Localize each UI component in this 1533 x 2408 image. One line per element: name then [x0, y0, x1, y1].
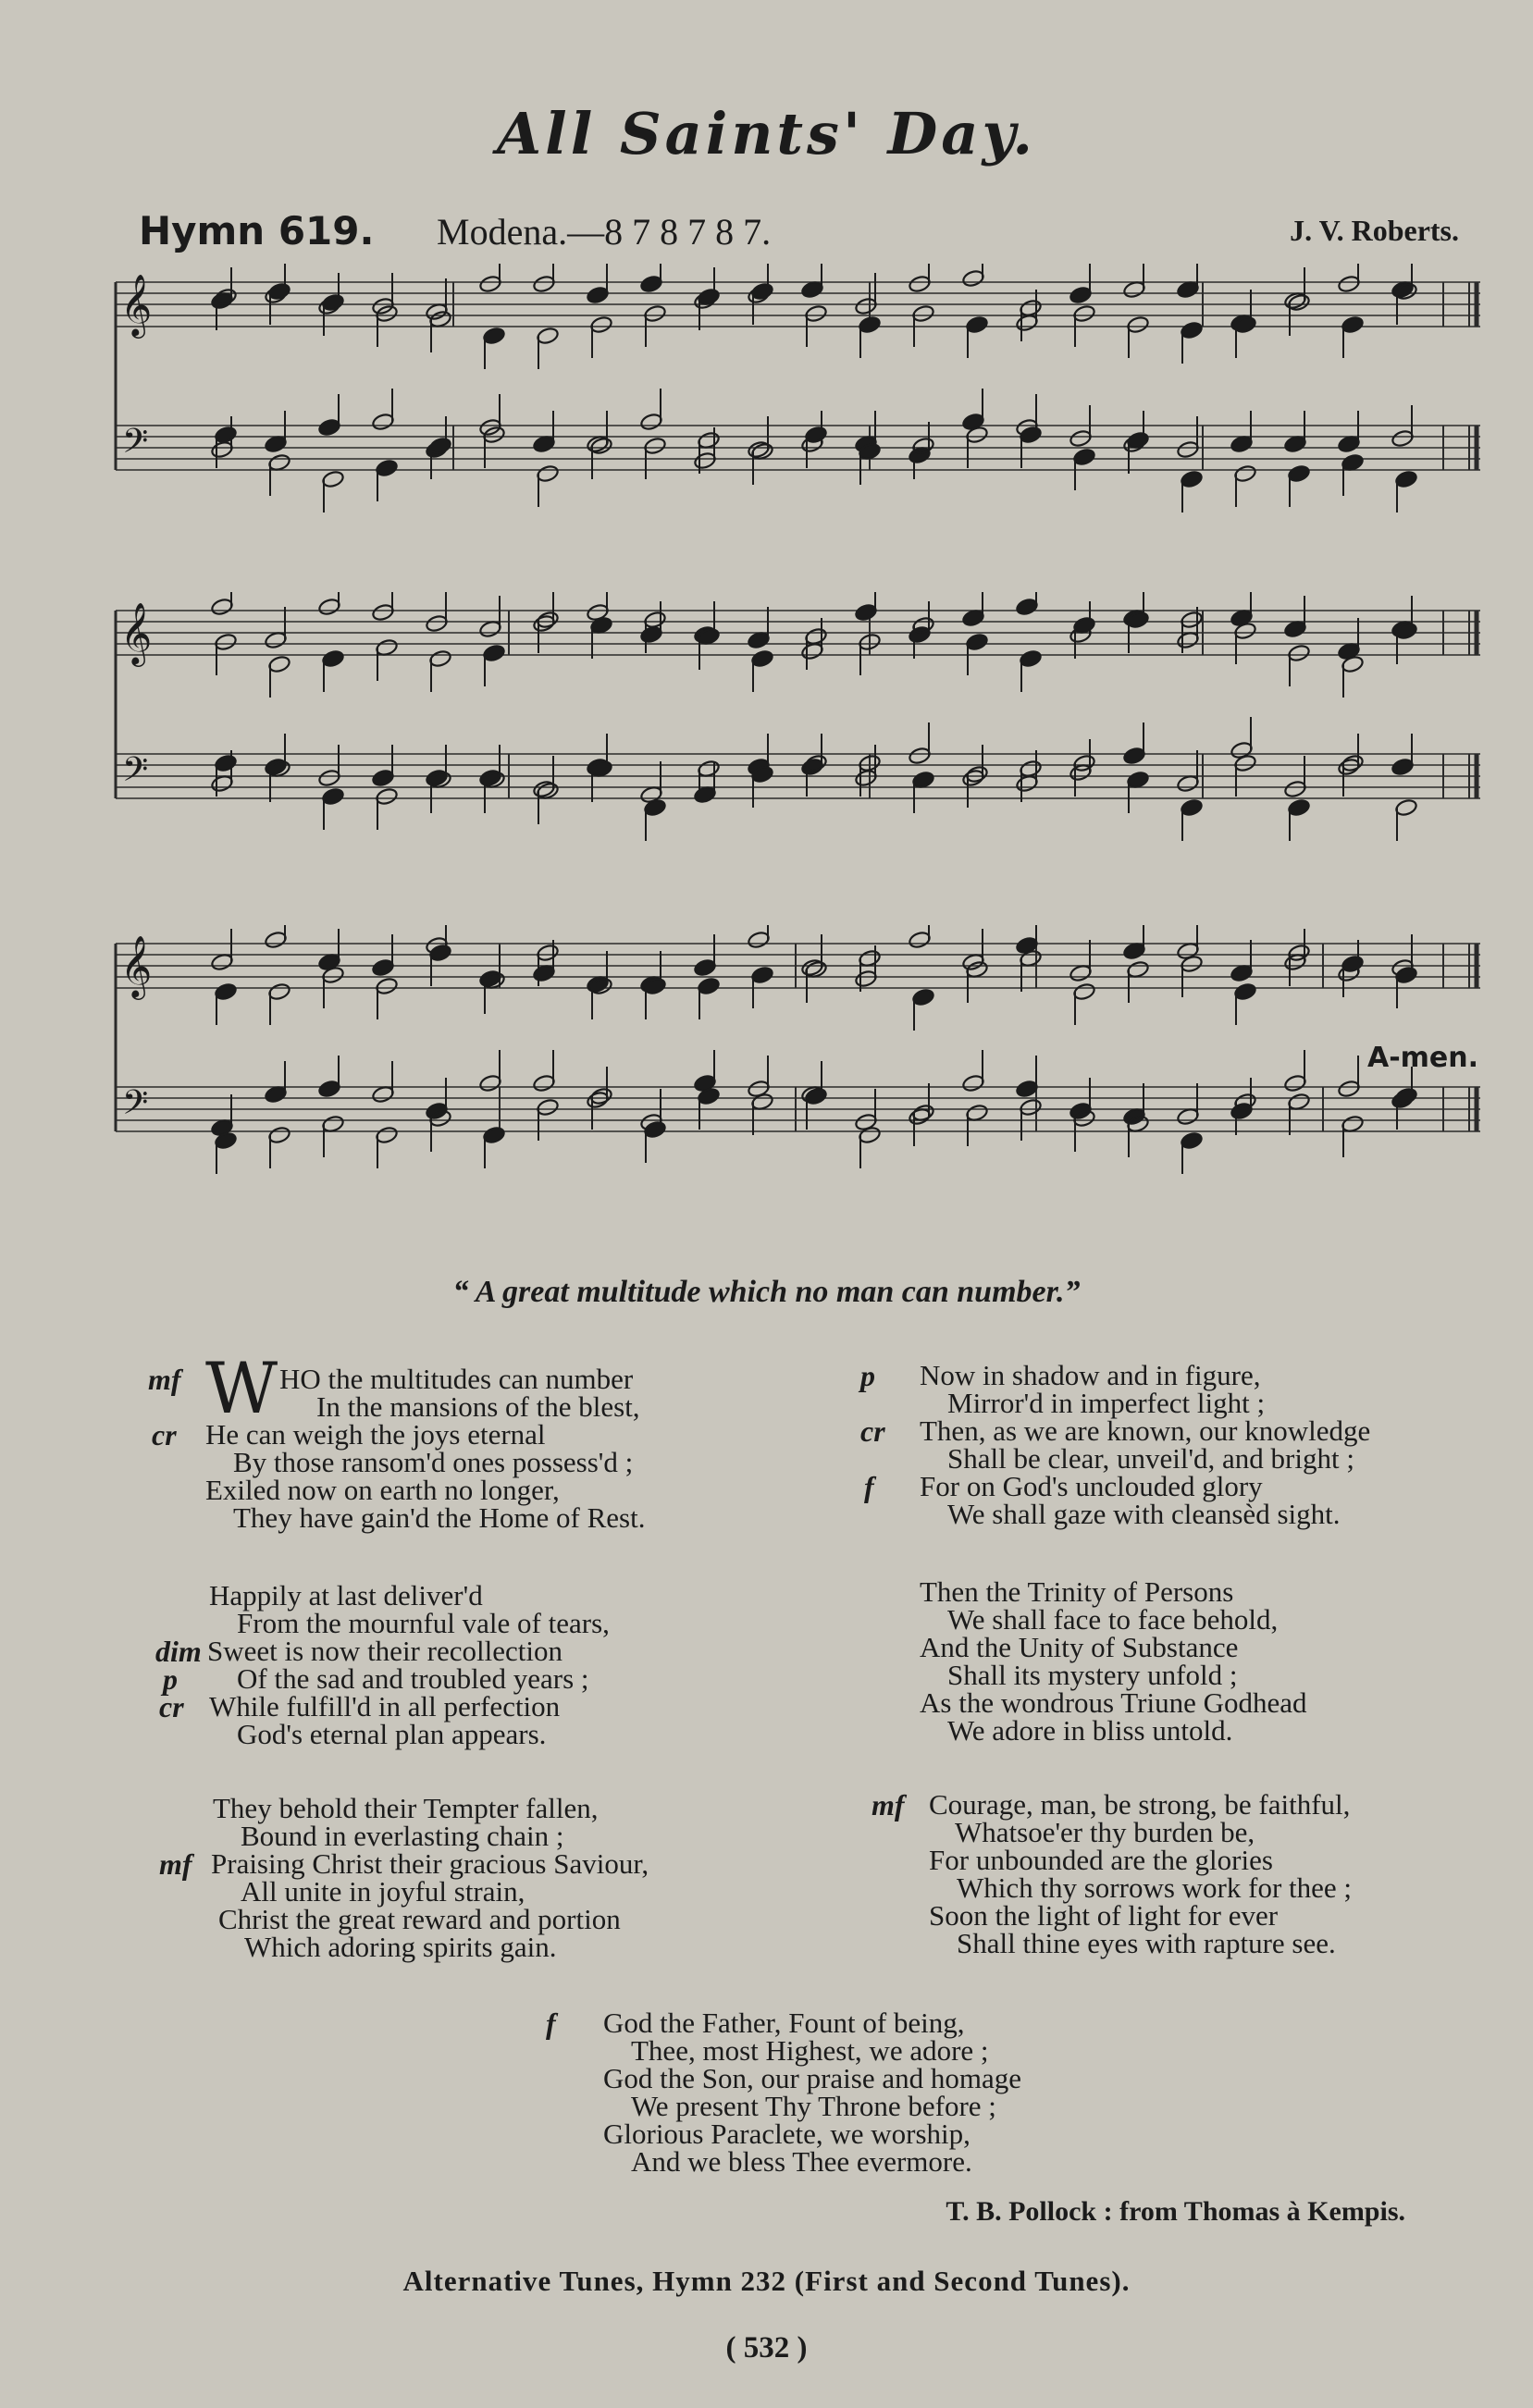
dynamic-mark: mf: [159, 1847, 192, 1881]
verse-line: Of the sad and troubled years ;: [237, 1662, 589, 1695]
verse-line: All unite in joyful strain,: [241, 1875, 525, 1908]
tune-name: Modena.—8 7 8 7 8 7.: [437, 211, 772, 253]
hymn-number: Hymn 619.: [139, 208, 375, 253]
verse-line: And the Unity of Substance: [920, 1631, 1239, 1663]
dynamic-mark: p: [163, 1662, 178, 1696]
dynamic-mark: cr: [860, 1414, 885, 1448]
verse-line: While fulfill'd in all perfection: [209, 1690, 561, 1723]
verse-line: Courage, man, be strong, be faithful,: [929, 1788, 1351, 1821]
music-staff-graphic: [111, 264, 1499, 523]
svg-text:𝄢: 𝄢: [122, 1083, 149, 1130]
dynamic-mark: f: [864, 1470, 874, 1503]
verse-line: Which thy sorrows work for thee ;: [957, 1871, 1353, 1904]
verse-line: We shall gaze with cleansèd sight.: [947, 1498, 1341, 1530]
dynamic-mark: mf: [148, 1363, 181, 1396]
dynamic-mark: cr: [159, 1690, 184, 1723]
verse-line: Happily at last deliver'd: [209, 1579, 483, 1612]
verse-line: Shall its mystery unfold ;: [947, 1659, 1238, 1691]
drop-cap: W: [205, 1347, 278, 1429]
svg-text:𝄞: 𝄞: [120, 934, 153, 997]
verse-line: God's eternal plan appears.: [237, 1718, 547, 1750]
verse-line: Shall be clear, unveil'd, and bright ;: [947, 1442, 1354, 1475]
verse-line: Christ the great reward and portion: [218, 1903, 621, 1935]
amen-label: A-men.: [1367, 1042, 1479, 1074]
verse-line: Praising Christ their gracious Saviour,: [211, 1847, 649, 1880]
page-number: ( 532 ): [725, 2331, 808, 2365]
verse-line: HO the multitudes can number: [279, 1363, 634, 1395]
composer-name: J. V. Roberts.: [1290, 214, 1459, 247]
music-system-2: [111, 592, 1499, 851]
verse-line: Now in shadow and in figure,: [920, 1359, 1261, 1391]
verse-line: They behold their Tempter fallen,: [213, 1792, 599, 1824]
dynamic-mark: mf: [872, 1788, 905, 1821]
dynamic-mark: dim: [155, 1635, 202, 1668]
svg-text:𝄢: 𝄢: [122, 750, 149, 797]
verse-line: In the mansions of the blest,: [316, 1390, 640, 1423]
music-staff-graphic: [111, 925, 1499, 1193]
verse-line: From the mournful vale of tears,: [237, 1607, 610, 1639]
verse-line: Which adoring spirits gain.: [244, 1931, 557, 1963]
verse-line: We shall face to face behold,: [947, 1603, 1279, 1636]
verse-line: We present Thy Throne before ;: [631, 2090, 996, 2122]
svg-text:𝄞: 𝄞: [120, 273, 153, 336]
author-credit: T. B. Pollock : from Thomas à Kempis.: [946, 2196, 1405, 2227]
verse-line: Sweet is now their recollection: [207, 1635, 563, 1667]
verse-line: And we bless Thee evermore.: [631, 2145, 972, 2178]
dynamic-mark: f: [546, 2007, 556, 2040]
verse-line: Then, as we are known, our knowledge: [920, 1414, 1371, 1447]
verse-line: Shall thine eyes with rapture see.: [957, 1927, 1336, 1959]
verse-line: We adore in bliss untold.: [947, 1714, 1233, 1747]
svg-text:𝄞: 𝄞: [120, 601, 153, 664]
music-system-3: [111, 925, 1499, 1193]
music-staff-graphic: [111, 592, 1499, 851]
verse-line: God the Father, Fount of being,: [603, 2007, 965, 2039]
verse-line: Exiled now on earth no longer,: [205, 1474, 560, 1506]
svg-text:𝄢: 𝄢: [122, 422, 149, 469]
verse-line: They have gain'd the Home of Rest.: [233, 1501, 646, 1534]
verse-line: Mirror'd in imperfect light ;: [947, 1387, 1266, 1419]
verse-line: Soon the light of light for ever: [929, 1899, 1279, 1932]
verse-line: Glorious Paraclete, we worship,: [603, 2118, 970, 2150]
dynamic-mark: p: [860, 1359, 875, 1392]
epigraph: “ A great multitude which no man can number.”: [452, 1275, 1081, 1309]
hymn-header: [139, 208, 1459, 264]
dynamic-mark: cr: [152, 1418, 177, 1451]
page-title: All Saints' Day.: [497, 100, 1036, 167]
music-system-1: [111, 264, 1499, 523]
verse-line: Whatsoe'er thy burden be,: [955, 1816, 1255, 1848]
verse-line: By those ransom'd ones possess'd ;: [233, 1446, 634, 1478]
verse-line: Bound in everlasting chain ;: [241, 1820, 564, 1852]
verse-line: For unbounded are the glories: [929, 1844, 1273, 1876]
verse-line: For on God's unclouded glory: [920, 1470, 1263, 1502]
verse-line: Then the Trinity of Persons: [920, 1575, 1234, 1608]
alternative-tunes: Alternative Tunes, Hymn 232 (First and Second Tunes).: [402, 2265, 1131, 2297]
verse-line: God the Son, our praise and homage: [603, 2062, 1021, 2094]
verse-line: Thee, most Highest, we adore ;: [631, 2034, 989, 2067]
verse-line: He can weigh the joys eternal: [205, 1418, 546, 1451]
verse-line: As the wondrous Triune Godhead: [920, 1686, 1307, 1719]
